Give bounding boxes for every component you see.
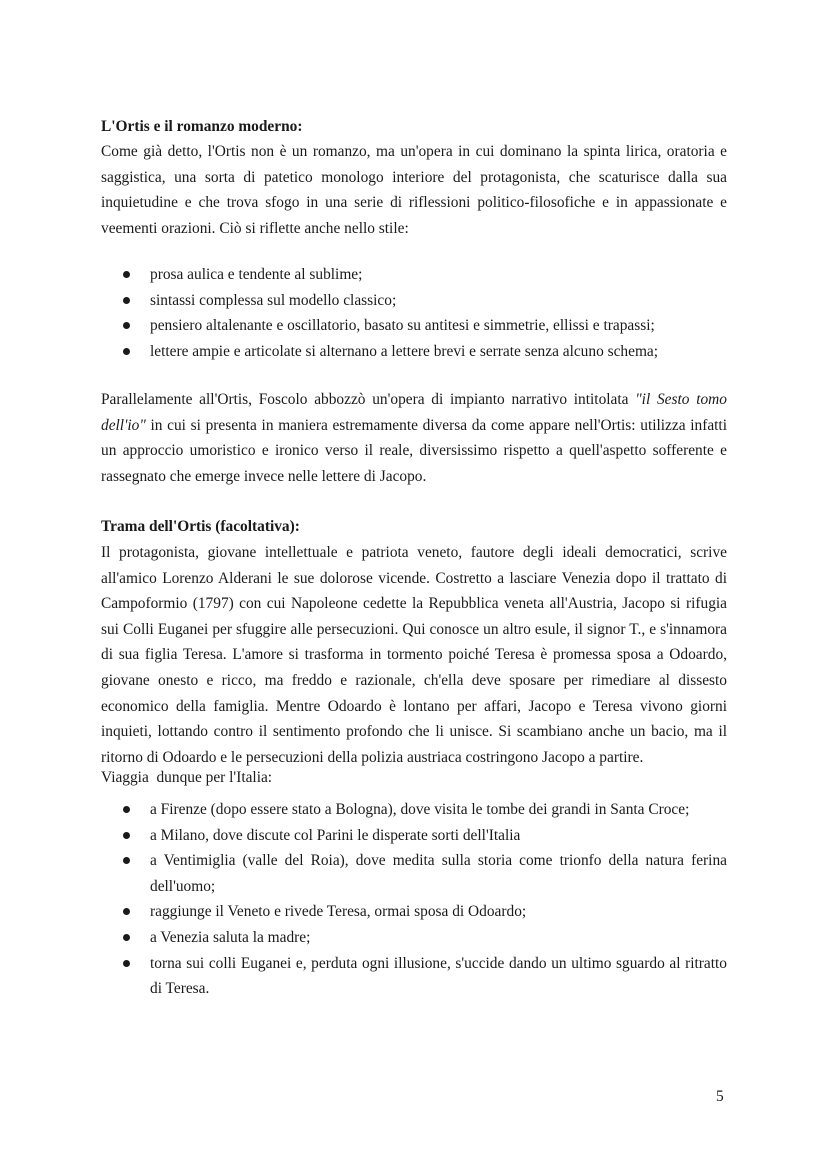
paragraph-sesto-tomo: Parallelamente all'Ortis, Foscolo abbozzò un'opera di impianto narrativo intitolata "il Sesto tomo dell'io" in cui si presenta in maniera estremamente diversa da come appare nell'Ortis: utilizza infatti un approccio umoristico e ironico verso il reale, diversissimo rispetto a quell'aspetto sofferente e rassegnato che emerge invece nelle lettere di Jacopo. bbox=[101, 391, 727, 485]
bullet-icon bbox=[123, 934, 130, 941]
bullet-icon bbox=[123, 348, 130, 355]
bullet-icon bbox=[123, 832, 130, 839]
list-item: pensiero altalenante e oscillatorio, basato su antitesi e simmetrie, ellissi e trapassi; bbox=[101, 313, 727, 339]
list-item: a Venezia saluta la madre; bbox=[101, 925, 727, 951]
bullet-icon bbox=[123, 806, 130, 813]
travel-intro: Viaggia dunque per l'Italia: bbox=[101, 769, 273, 786]
list-item: prosa aulica e tendente al sublime; bbox=[101, 262, 727, 288]
list-item: torna sui colli Euganei e, perduta ogni illusione, s'uccide dando un ultimo sguardo al ritratto di Teresa. bbox=[101, 951, 727, 1002]
bullet-icon bbox=[123, 908, 130, 915]
paragraph-trama: Il protagonista, giovane intellettuale e patriota veneto, fautore degli ideali democratici, scrive all'amico Lorenzo Alderani le sue dolorose vicende. Costretto a lasciare Venezia dopo il trattato di Campoformio (1797) con cui Napoleone cedette la Repubblica veneta all'Austria, Jacopo si rifugia sui Colli Euganei per sfuggire alle persecuzioni. Qui conosce un altro esule, il signor T., e s'innamora di sua figlia Teresa. L'amore si trasforma in tormento poiché Teresa è promessa sposa a Odoardo, giovane onesto e ricco, ma freddo e razionale, ch'ella deve sposare per rimediare al dissesto economico della famiglia. Mentre Odoardo è lontano per affari, Jacopo e Teresa vivono giorni inquieti, lottando contro il sentimento profondo che li unisce. Si scambiano anche un bacio, ma il ritorno di Odoardo e le persecuzioni della polizia austriaca costringono Jacopo a partire. bbox=[101, 544, 727, 766]
bullet-icon bbox=[123, 297, 130, 304]
section-heading-trama: Trama dell'Ortis (facoltativa): bbox=[101, 518, 300, 535]
paragraph-ortis-stile: Come già detto, l'Ortis non è un romanzo, ma un'opera in cui dominano la spinta lirica, oratoria e saggistica, una sorta di patetico monologo interiore del protagonista, che scaturisce dalla sua inquietudine e che trova sfogo in una serie di riflessioni politico-filosofiche e in appassionate e veementi orazioni. Ciò si riflette anche nello stile: bbox=[101, 143, 727, 237]
list-item: lettere ampie e articolate si alternano a lettere brevi e serrate senza alcuno schema; bbox=[101, 339, 727, 365]
list-item: raggiunge il Veneto e rivede Teresa, ormai sposa di Odoardo; bbox=[101, 899, 727, 925]
list-item: a Ventimiglia (valle del Roia), dove medita sulla storia come trionfo della natura ferina dell'uomo; bbox=[101, 848, 727, 899]
page-number: 5 bbox=[716, 1088, 724, 1105]
section-heading-ortis-romanzo: L'Ortis e il romanzo moderno: bbox=[101, 118, 303, 135]
list-item: a Milano, dove discute col Parini le disperate sorti dell'Italia bbox=[101, 823, 727, 849]
list-item: sintassi complessa sul modello classico; bbox=[101, 288, 727, 314]
bullet-list-viaggi bbox=[101, 797, 727, 1002]
bullet-list-stile bbox=[101, 262, 727, 364]
work-title-italic: "il Sesto tomo dell'io" bbox=[101, 391, 727, 434]
bullet-icon bbox=[123, 271, 130, 278]
bullet-icon bbox=[123, 857, 130, 864]
bullet-icon bbox=[123, 960, 130, 967]
list-item: a Firenze (dopo essere stato a Bologna), dove visita le tombe dei grandi in Santa Croce; bbox=[101, 797, 727, 823]
bullet-icon bbox=[123, 322, 130, 329]
